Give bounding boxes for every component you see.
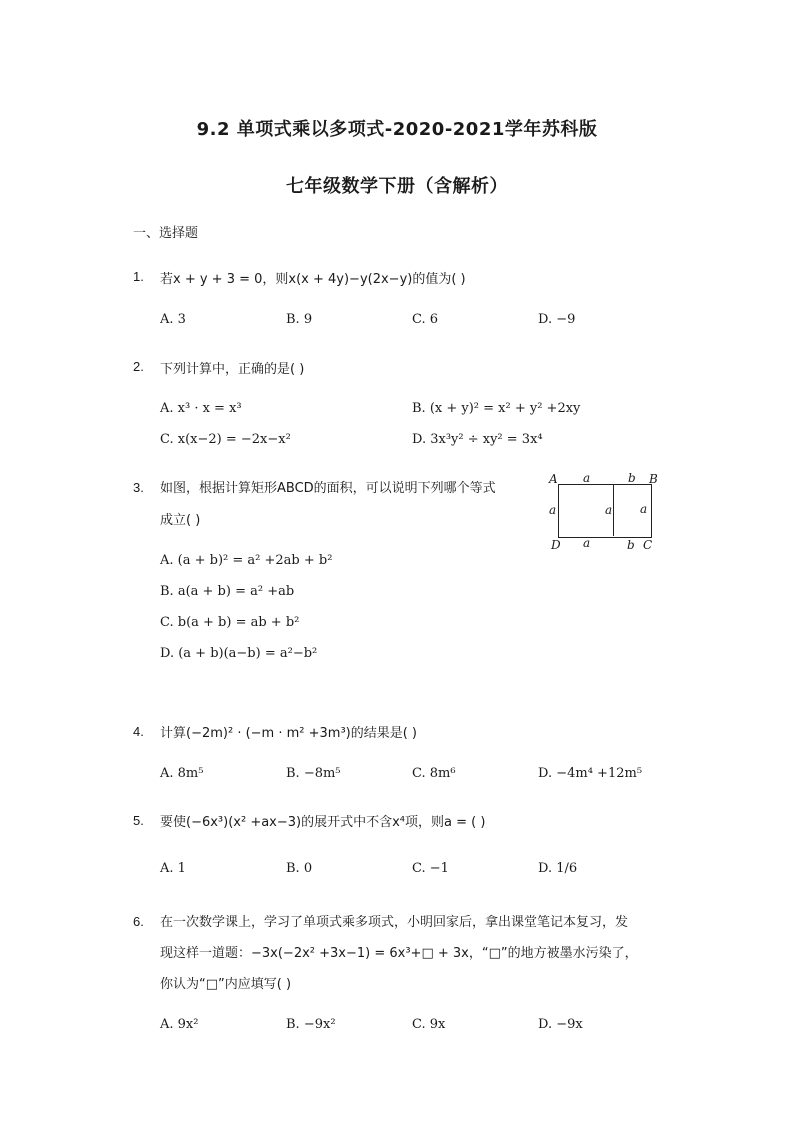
option-c[interactable]: C. 8m⁶ <box>412 766 456 781</box>
question-text: 要使(−6x³)(x² +ax−3)的展开式中不含x⁴项，则a = ( ) <box>160 815 486 830</box>
side-label-b-bottom: b <box>627 538 635 552</box>
question-number: 1. <box>133 269 144 284</box>
option-a[interactable]: A. 8m⁵ <box>160 766 204 781</box>
option-b[interactable]: B. −8m⁵ <box>286 766 341 781</box>
option-a[interactable]: A. 3 <box>160 312 186 327</box>
side-label-a-right: a <box>640 502 648 516</box>
option-a[interactable]: A. (a + b)² = a² +2ab + b² <box>160 553 333 568</box>
option-d[interactable]: D. 3x³y² ÷ xy² = 3x⁴ <box>412 432 543 447</box>
question-text-line1: 如图，根据计算矩形ABCD的面积，可以说明下列哪个等式 <box>160 481 496 496</box>
option-b[interactable]: B. (x + y)² = x² + y² +2xy <box>412 401 581 416</box>
option-d[interactable]: D. 1/6 <box>538 861 578 876</box>
option-d[interactable]: D. (a + b)(a−b) = a²−b² <box>160 646 318 661</box>
side-label-a-top: a <box>583 471 591 485</box>
document-title-line1: 9.2 单项式乘以多项式-2020-2021学年苏科版 <box>196 119 598 140</box>
option-d[interactable]: D. −9 <box>538 312 576 327</box>
side-label-a-bottom: a <box>583 536 591 550</box>
option-d[interactable]: D. −9x <box>538 1017 583 1032</box>
rectangle-figure <box>540 470 670 556</box>
side-label-a-left: a <box>549 503 557 517</box>
option-a[interactable]: A. x³ · x = x³ <box>160 401 242 416</box>
vertex-label-a: A <box>549 472 558 486</box>
question-number: 6. <box>133 914 144 929</box>
question-text-line2: 成立( ) <box>160 513 201 528</box>
question-number: 3. <box>133 480 144 495</box>
option-a[interactable]: A. 9x² <box>160 1017 199 1032</box>
option-a[interactable]: A. 1 <box>160 861 186 876</box>
question-number: 2. <box>133 359 144 374</box>
question-number: 4. <box>133 724 144 739</box>
side-label-a-mid: a <box>605 503 613 517</box>
vertex-label-b: B <box>649 472 658 486</box>
option-c[interactable]: C. −1 <box>412 861 449 876</box>
option-c[interactable]: C. x(x−2) = −2x−x² <box>160 432 291 447</box>
option-d[interactable]: D. −4m⁴ +12m⁵ <box>538 766 643 781</box>
vertex-label-d: D <box>551 538 561 552</box>
option-b[interactable]: B. 0 <box>286 861 313 876</box>
option-c[interactable]: C. b(a + b) = ab + b² <box>160 615 300 630</box>
question-text: 下列计算中，正确的是( ) <box>160 362 305 377</box>
side-label-b-top: b <box>628 471 636 485</box>
option-b[interactable]: B. 9 <box>286 312 313 327</box>
question-number: 5. <box>133 813 144 828</box>
question-text-line3: 你认为“□”内应填写( ) <box>160 977 292 992</box>
option-c[interactable]: C. 6 <box>412 312 439 327</box>
question-text: 若x + y + 3 = 0，则x(x + 4y)−y(2x−y)的值为( ) <box>160 272 466 287</box>
question-text-line1: 在一次数学课上，学习了单项式乘多项式，小明回家后，拿出课堂笔记本复习，发 <box>160 915 629 930</box>
option-b[interactable]: B. a(a + b) = a² +ab <box>160 584 295 599</box>
divider-line <box>613 484 614 536</box>
option-c[interactable]: C. 9x <box>412 1017 446 1032</box>
vertex-label-c: C <box>643 538 653 552</box>
question-text-line2: 现这样一道题：−3x(−2x² +3x−1) = 6x³+□ + 3x，“□”的地方被墨水污染了， <box>160 946 638 961</box>
section-heading: 一、选择题 <box>133 226 199 241</box>
question-text: 计算(−2m)² · (−m · m² +3m³)的结果是( ) <box>160 726 417 741</box>
option-b[interactable]: B. −9x² <box>286 1017 336 1032</box>
document-title-line2: 七年级数学下册（含解析） <box>286 176 508 197</box>
